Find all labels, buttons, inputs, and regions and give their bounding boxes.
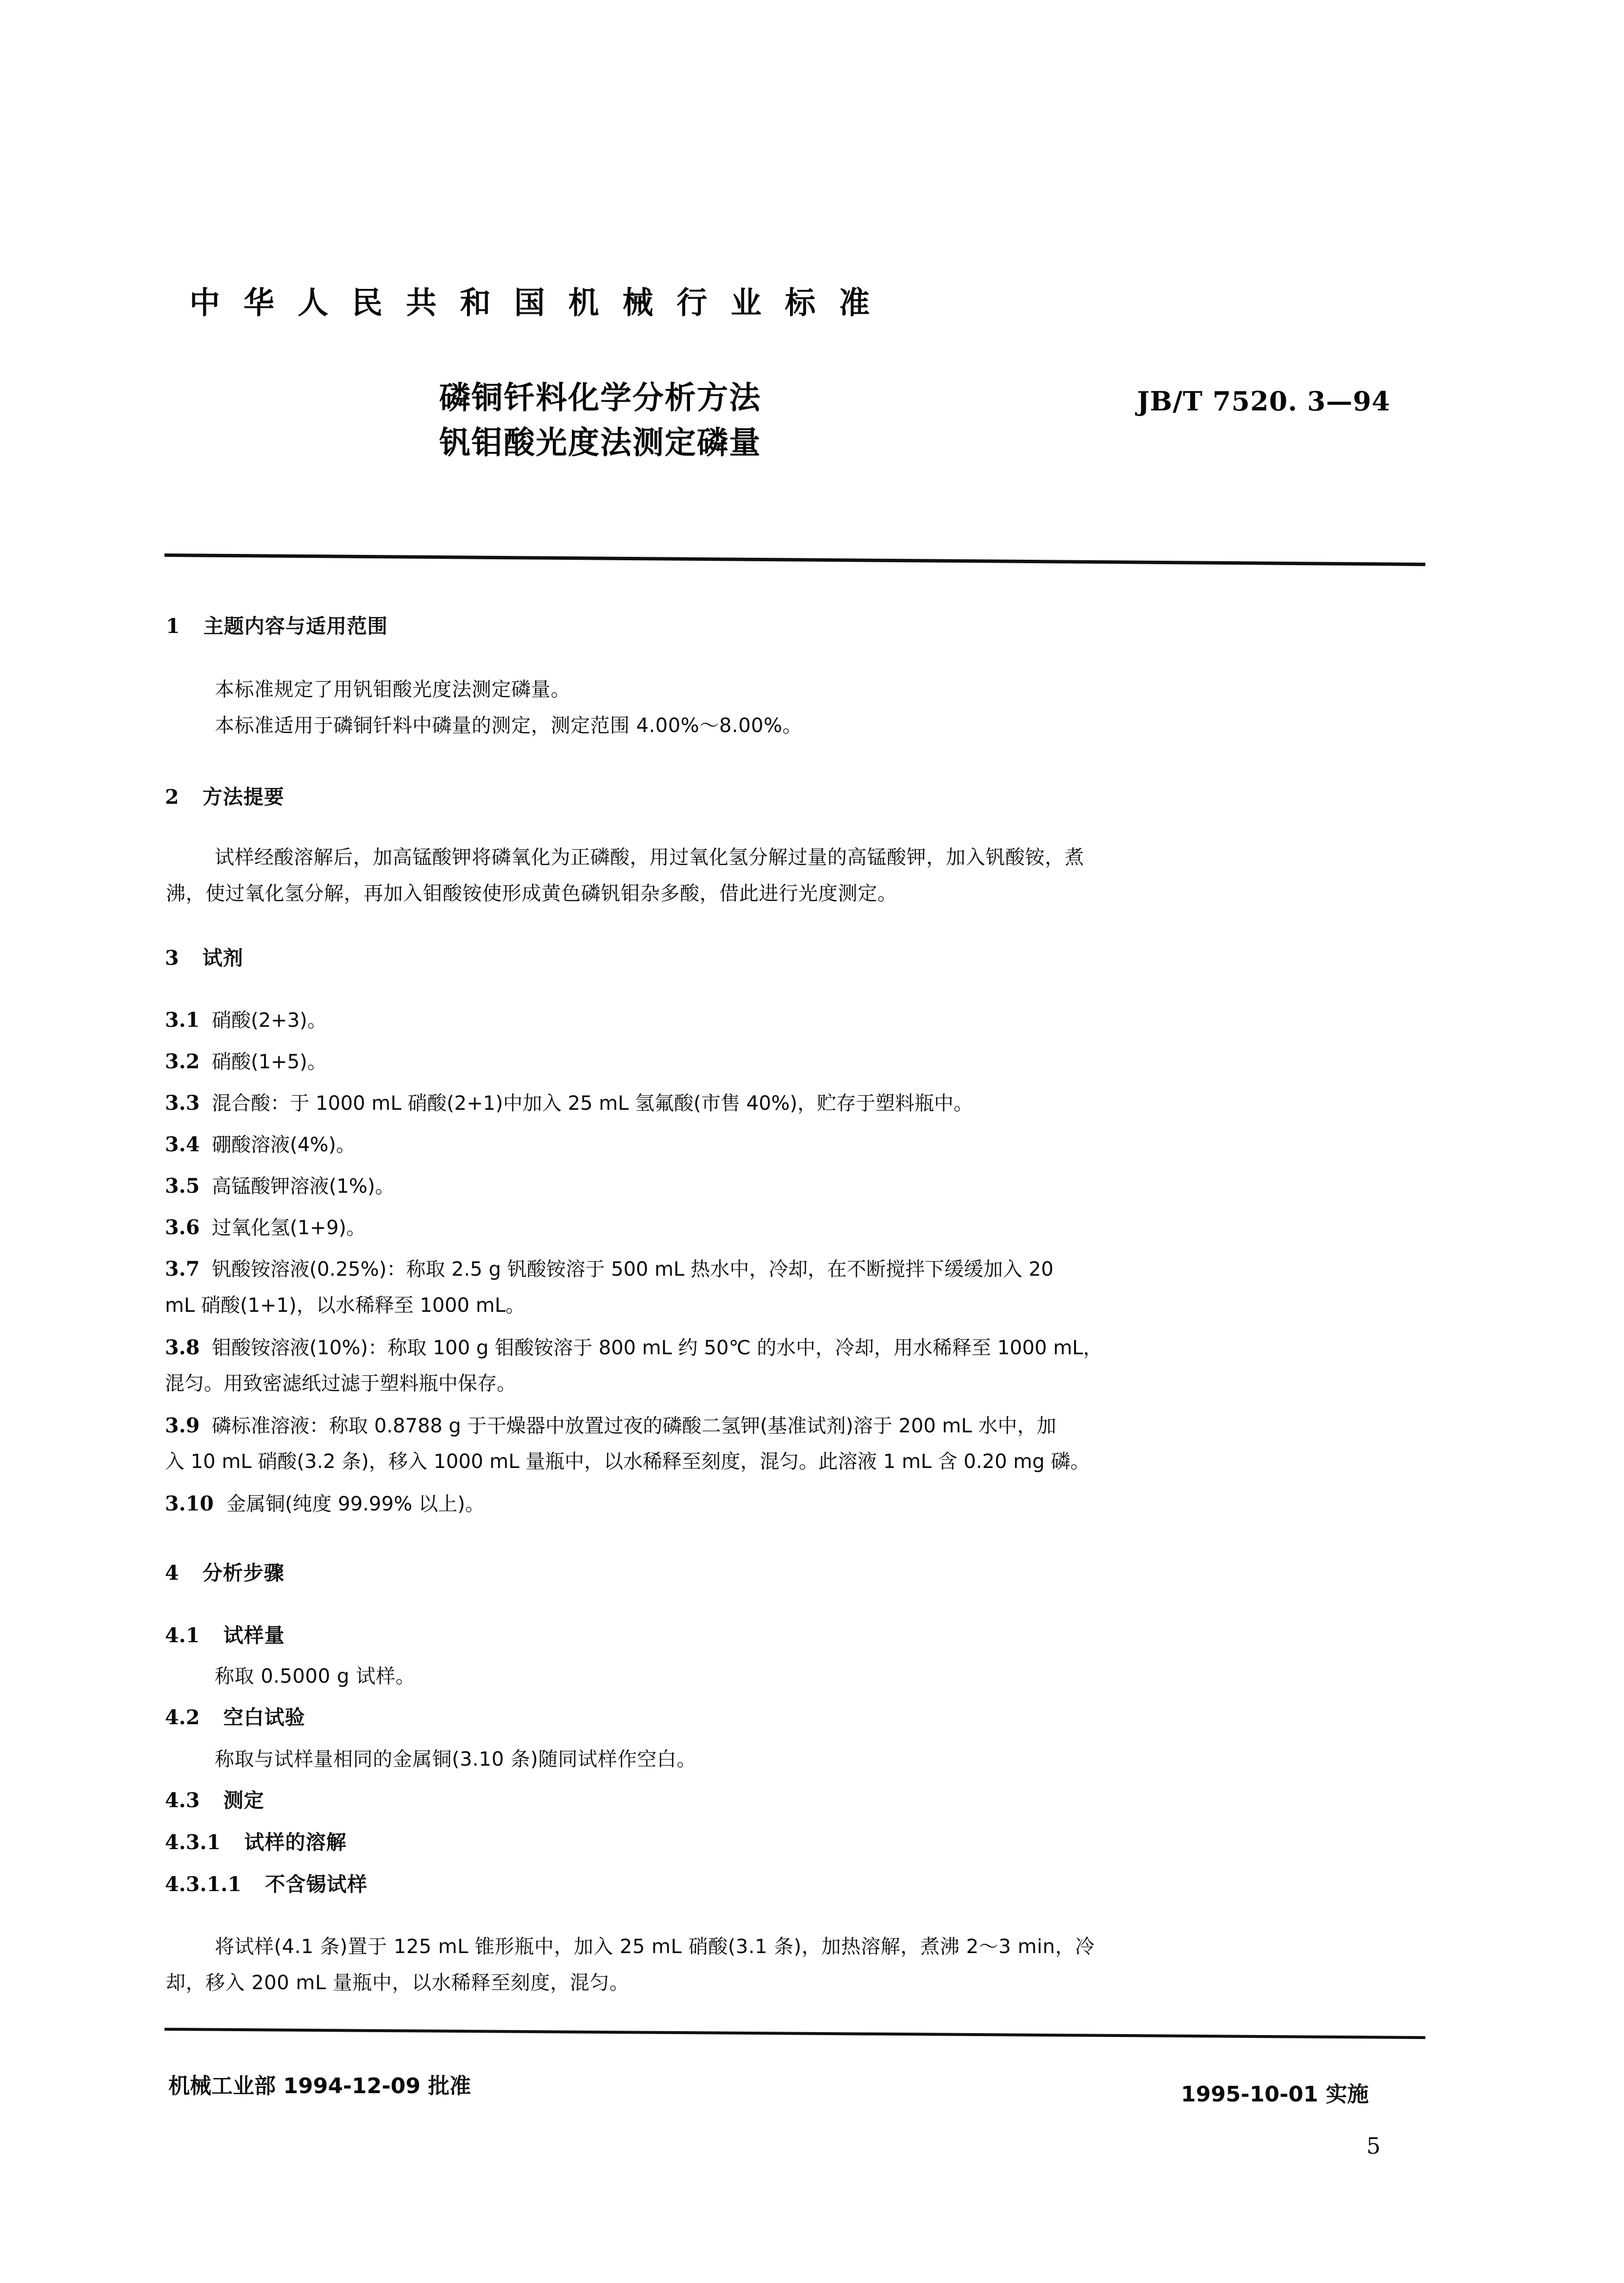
- section-4-heading: [165, 1557, 284, 1586]
- reagent-label-3-5: 3.5: [165, 1174, 200, 1198]
- reagent-label-3-6: 3.6: [165, 1216, 200, 1239]
- header-divider-rule: [164, 553, 1425, 566]
- reagent-text-3-2: 硝酸(1+5)。: [212, 1051, 327, 1073]
- reagent-text-3-10: 金属铜(纯度 99.99% 以上)。: [226, 1493, 485, 1515]
- reagent-label-3-9: 3.9: [165, 1414, 200, 1437]
- page-number: 5: [1366, 2133, 1381, 2159]
- section-4-3-1-1-heading: [165, 1868, 367, 1897]
- reagent-text-3-5: 高锰酸钾溶液(1%)。: [212, 1175, 395, 1198]
- reagent-item-3-2: [165, 1044, 327, 1079]
- masthead-national-standard: 中 华 人 民 共 和 国 机 械 行 业 标 准: [189, 285, 876, 321]
- reagent-item-3-10: [165, 1487, 485, 1521]
- reagent-item-3-4: [165, 1127, 356, 1162]
- reagent-item-3-9: [165, 1408, 1056, 1443]
- section-2-title: 方法提要: [202, 785, 284, 809]
- section-3-number: 3: [165, 946, 179, 970]
- title-line-2: 钒钼酸光度法测定磷量: [439, 425, 761, 461]
- section-4-2-number: 4.2: [165, 1706, 200, 1729]
- section-4-1-title: 试样量: [223, 1624, 285, 1647]
- reagent-label-3-4: 3.4: [165, 1133, 200, 1156]
- section-4-3-1-1-line-2: 却，移入 200 mL 量瓶中，以水稀释至刻度，混匀。: [166, 1972, 629, 1994]
- section-3-heading: [165, 942, 244, 971]
- section-4-3-title: 测定: [223, 1789, 264, 1812]
- section-4-3-number: 4.3: [165, 1789, 200, 1812]
- section-4-3-1-1-number: 4.3.1.1: [165, 1873, 242, 1896]
- section-4-1-heading: [165, 1619, 285, 1648]
- reagent-label-3-10: 3.10: [165, 1492, 214, 1515]
- section-2-paragraph-line-2: 沸，使过氧化氢分解，再加入钼酸铵使形成黄色磷钒钼杂多酸，借此进行光度测定。: [166, 882, 897, 905]
- reagent-text-3-7: 钒酸铵溶液(0.25%)：称取 2.5 g 钒酸铵溶于 500 mL 热水中，冷却，在不断搅拌下缓缓加入 20: [212, 1258, 1054, 1281]
- reagent-text-3-4: 硼酸溶液(4%)。: [212, 1134, 356, 1156]
- reagent-item-3-1: [165, 1003, 327, 1038]
- section-3-title: 试剂: [202, 946, 244, 970]
- section-2-heading: [165, 781, 284, 810]
- reagent-text-3-9: 磷标准溶液：称取 0.8788 g 于干燥器中放置过夜的磷酸二氢钾(基准试剂)溶于 200 mL 水中，加: [212, 1415, 1056, 1437]
- section-4-1-text: 称取 0.5000 g 试样。: [215, 1665, 415, 1688]
- reagent-text-3-6: 过氧化氢(1+9)。: [212, 1217, 366, 1239]
- section-4-3-1-title: 试样的溶解: [244, 1831, 347, 1854]
- reagent-continuation-3-9: 入 10 mL 硝酸(3.2 条)，移入 1000 mL 量瓶中，以水稀释至刻度，混匀。此溶液 1 mL 含 0.20 mg 磷。: [165, 1450, 1090, 1473]
- reagent-item-3-5: [165, 1169, 395, 1203]
- title-line-1: 磷铜钎料化学分析方法: [439, 380, 761, 416]
- reagent-item-3-8: [165, 1330, 1102, 1365]
- reagent-continuation-3-8: 混匀。用致密滤纸过滤于塑料瓶中保存。: [165, 1372, 516, 1395]
- document-title: [254, 376, 947, 466]
- section-1-paragraph-2: 本标准适用于磷铜钎料中磷量的测定，测定范围 4.00%～8.00%。: [215, 714, 802, 737]
- section-4-2-text: 称取与试样量相同的金属铜(3.10 条)随同试样作空白。: [215, 1748, 696, 1771]
- section-1-heading: [166, 610, 388, 639]
- reagent-label-3-8: 3.8: [165, 1336, 200, 1359]
- section-4-number: 4: [165, 1561, 179, 1585]
- section-4-1-number: 4.1: [165, 1624, 200, 1647]
- section-4-3-heading: [165, 1784, 264, 1813]
- reagent-label-3-7: 3.7: [165, 1257, 200, 1281]
- footer-divider-rule: [164, 2028, 1425, 2039]
- section-4-3-1-1-title: 不含锡试样: [265, 1873, 368, 1896]
- footer-approval-text: 机械工业部 1994-12-09 批准: [168, 2074, 471, 2099]
- section-1-number: 1: [166, 614, 180, 638]
- standard-number: JB/T 7520. 3—94: [1137, 386, 1391, 417]
- reagent-text-3-3: 混合酸：于 1000 mL 硝酸(2+1)中加入 25 mL 氢氟酸(市售 40%)，贮存于塑料瓶中。: [212, 1092, 973, 1115]
- footer-implementation-text: 1995-10-01 实施: [1181, 2082, 1369, 2107]
- reagent-item-3-6: [165, 1210, 366, 1245]
- reagent-item-3-7: [165, 1252, 1054, 1286]
- section-4-2-title: 空白试验: [223, 1706, 305, 1729]
- reagent-label-3-2: 3.2: [165, 1050, 200, 1073]
- reagent-label-3-1: 3.1: [165, 1008, 200, 1032]
- section-4-3-1-heading: [165, 1826, 346, 1855]
- reagent-item-3-3: [165, 1086, 973, 1121]
- reagent-label-3-3: 3.3: [165, 1091, 200, 1115]
- section-2-number: 2: [165, 785, 179, 809]
- reagent-continuation-3-7: mL 硝酸(1+1)，以水稀释至 1000 mL。: [165, 1294, 526, 1317]
- section-4-title: 分析步骤: [202, 1561, 284, 1585]
- reagent-text-3-1: 硝酸(2+3)。: [212, 1009, 327, 1032]
- reagent-text-3-8: 钼酸铵溶液(10%)：称取 100 g 钼酸铵溶于 800 mL 约 50℃ 的水中，冷却，用水稀释至 1000 mL，: [212, 1337, 1103, 1359]
- section-2-paragraph-line-1: 试样经酸溶解后，加高锰酸钾将磷氧化为正磷酸，用过氧化氢分解过量的高锰酸钾，加入钒酸铵，煮: [215, 846, 1084, 869]
- section-4-2-heading: [165, 1701, 305, 1730]
- section-1-title: 主题内容与适用范围: [203, 614, 388, 638]
- section-4-3-1-number: 4.3.1: [165, 1831, 221, 1854]
- section-4-3-1-1-line-1: 将试样(4.1 条)置于 125 mL 锥形瓶中，加入 25 mL 硝酸(3.1 条)，加热溶解，煮沸 2～3 min，冷: [215, 1936, 1095, 1958]
- section-1-paragraph-1: 本标准规定了用钒钼酸光度法测定磷量。: [215, 678, 570, 701]
